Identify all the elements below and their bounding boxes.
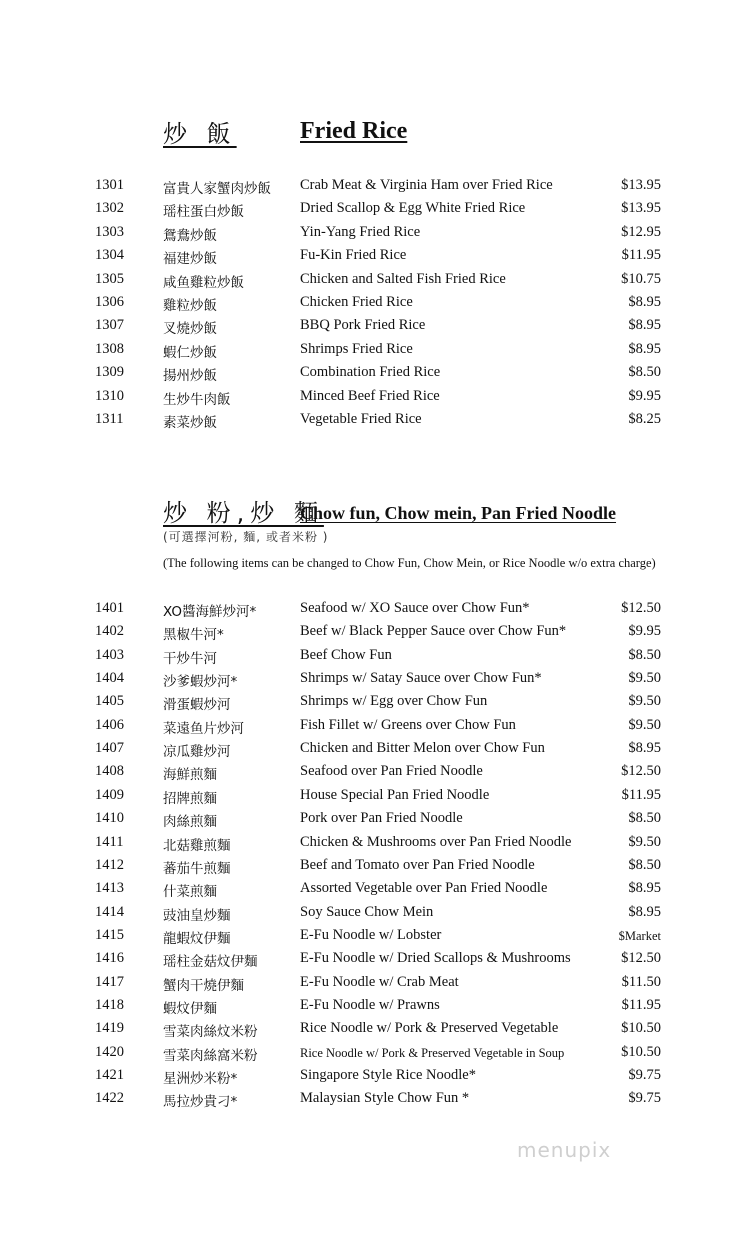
item-price: $8.50 — [628, 646, 661, 663]
item-code: 1418 — [95, 996, 124, 1013]
item-price: $8.95 — [628, 294, 661, 310]
item-chinese-name: 蝦炆伊麵 — [163, 1000, 217, 1017]
item-code: 1407 — [95, 740, 124, 757]
item-english-name: E-Fu Noodle w/ Crab Meat — [300, 973, 459, 990]
item-chinese-name: 蝦仁炒飯 — [163, 344, 217, 361]
fried-rice-en-title: Fried Rice — [300, 118, 408, 144]
item-code: 1306 — [95, 294, 124, 310]
item-english-name: Pork over Pan Fried Noodle — [300, 810, 463, 827]
item-chinese-name: 凉瓜雞炒河 — [163, 744, 231, 761]
item-price: $9.75 — [628, 1067, 661, 1083]
item-english-name: Rice Noodle w/ Pork & Preserved Vegetable — [300, 1020, 559, 1037]
fried-rice-header — [163, 114, 237, 149]
item-chinese-name: 滑蛋蝦炒河 — [163, 697, 231, 714]
item-code: 1415 — [95, 926, 124, 943]
item-price: $12.95 — [621, 223, 661, 240]
item-english-name: Vegetable Fried Rice — [300, 411, 422, 427]
menu-item-row — [0, 317, 750, 340]
chow-fun-en-title: Chow fun, Chow mein, Pan Fried Noodle — [300, 503, 617, 523]
item-english-name: Assorted Vegetable over Pan Fried Noodle — [300, 880, 548, 897]
menu-item-row — [0, 200, 750, 223]
item-price: $10.50 — [621, 1043, 661, 1060]
item-chinese-name: 蕃茄牛煎麵 — [163, 860, 231, 877]
item-english-name: Fu-Kin Fried Rice — [300, 247, 407, 264]
chow-fun-note-zh: (可選擇河粉, 麵, 或者米粉 ) — [163, 530, 329, 544]
item-code: 1412 — [95, 856, 124, 873]
item-code: 1410 — [95, 810, 124, 827]
item-code: 1308 — [95, 340, 124, 357]
item-english-name: BBQ Pork Fried Rice — [300, 317, 426, 334]
item-chinese-name: 瑶柱金菇炆伊麵 — [163, 954, 258, 971]
menu-item-row — [0, 600, 750, 623]
fried-rice-zh-title: 炒 飯 — [163, 120, 237, 148]
menu-item-row — [0, 294, 750, 317]
item-english-name: Minced Beef Fried Rice — [300, 387, 440, 404]
item-chinese-name: 海鮮煎麵 — [163, 767, 217, 784]
item-price: $8.95 — [628, 317, 661, 334]
item-english-name: Dried Scallop & Egg White Fried Rice — [300, 200, 526, 217]
menu-item-row — [0, 880, 750, 903]
item-price: $8.95 — [628, 340, 661, 357]
item-english-name: E-Fu Noodle w/ Dried Scallops & Mushrooms — [300, 950, 571, 967]
item-price: $10.75 — [621, 270, 661, 287]
item-code: 1406 — [95, 716, 124, 733]
item-chinese-name: 雪菜肉絲窩米粉 — [163, 1047, 258, 1064]
item-english-name: Chicken Fried Rice — [300, 294, 413, 310]
item-english-name: Yin-Yang Fried Rice — [300, 223, 421, 240]
item-chinese-name: 菜遠鱼片炒河 — [163, 720, 244, 737]
item-chinese-name: 黑椒牛河* — [163, 627, 224, 644]
menu-item-row — [0, 974, 750, 997]
item-code: 1404 — [95, 670, 124, 687]
item-english-name: Fish Fillet w/ Greens over Chow Fun — [300, 716, 516, 733]
item-english-name: Singapore Style Rice Noodle* — [300, 1067, 476, 1083]
item-english-name: House Special Pan Fried Noodle — [300, 786, 490, 803]
menu-item-row — [0, 670, 750, 693]
item-chinese-name: 豉油皇炒麵 — [163, 907, 231, 924]
item-english-name: E-Fu Noodle w/ Prawns — [300, 996, 440, 1013]
menu-item-row — [0, 950, 750, 973]
item-english-name: Combination Fried Rice — [300, 364, 441, 381]
menu-item-row — [0, 857, 750, 880]
item-code: 1414 — [95, 903, 124, 920]
item-chinese-name: 龍蝦炆伊麵 — [163, 930, 231, 947]
item-english-name: Seafood over Pan Fried Noodle — [300, 763, 483, 780]
item-english-name: Chicken & Mushrooms over Pan Fried Noodle — [300, 833, 572, 850]
item-price: $11.95 — [621, 786, 661, 803]
item-price: $11.95 — [621, 996, 661, 1013]
item-code: 1411 — [95, 833, 124, 850]
item-chinese-name: 素菜炒飯 — [163, 415, 217, 431]
item-code: 1401 — [95, 600, 124, 616]
menu-item-row — [0, 1067, 750, 1090]
menu-item-row — [0, 341, 750, 364]
menu-item-row — [0, 647, 750, 670]
item-price: $8.50 — [628, 856, 661, 873]
item-english-name: Rice Noodle w/ Pork & Preserved Vegetable in Soup — [300, 1045, 565, 1060]
item-chinese-name: 瑶柱蛋白炒飯 — [163, 204, 244, 221]
item-price: $9.75 — [628, 1090, 661, 1107]
item-english-name: Beef and Tomato over Pan Fried Noodle — [300, 856, 535, 873]
menu-item-row — [0, 1090, 750, 1113]
item-price: $9.50 — [628, 716, 661, 733]
item-price: $9.50 — [628, 833, 661, 850]
item-english-name: Malaysian Style Chow Fun * — [300, 1090, 470, 1107]
menu-item-row — [0, 810, 750, 833]
item-chinese-name: 咸鱼雞粒炒飯 — [163, 274, 244, 291]
item-code: 1417 — [95, 973, 124, 990]
item-code: 1421 — [95, 1067, 124, 1083]
item-price: $10.50 — [621, 1020, 661, 1037]
item-chinese-name: 什菜煎麵 — [163, 884, 217, 901]
item-chinese-name: 雪菜肉絲炆米粉 — [163, 1024, 258, 1041]
item-price: $11.95 — [621, 247, 661, 264]
menu-item-row — [0, 271, 750, 294]
menu-item-row — [0, 1020, 750, 1043]
item-code: 1422 — [95, 1090, 124, 1107]
menu-item-row — [0, 623, 750, 646]
menu-item-row — [0, 388, 750, 411]
item-code: 1305 — [95, 270, 124, 287]
item-price: $13.95 — [621, 200, 661, 217]
item-english-name: Crab Meat & Virginia Ham over Fried Rice — [300, 177, 553, 193]
item-code: 1405 — [95, 693, 124, 710]
item-price: $8.50 — [628, 810, 661, 827]
item-chinese-name: 叉燒炒飯 — [163, 321, 217, 338]
item-code: 1309 — [95, 364, 124, 381]
menu-item-row — [0, 717, 750, 740]
item-code: 1420 — [95, 1043, 124, 1060]
item-code: 1402 — [95, 623, 124, 640]
item-price: $9.95 — [628, 623, 661, 640]
menu-item-row — [0, 411, 750, 434]
menu-item-row — [0, 763, 750, 786]
item-chinese-name: 福建炒飯 — [163, 251, 217, 268]
item-price: $12.50 — [621, 950, 661, 967]
item-price: $12.50 — [621, 763, 661, 780]
item-chinese-name: 雞粒炒飯 — [163, 298, 217, 314]
item-english-name: Soy Sauce Chow Mein — [300, 903, 434, 920]
menu-item-row — [0, 364, 750, 387]
item-english-name: Seafood w/ XO Sauce over Chow Fun* — [300, 600, 530, 616]
item-chinese-name: 鴛鴦炒飯 — [163, 227, 217, 244]
item-english-name: Shrimps w/ Satay Sauce over Chow Fun* — [300, 670, 542, 687]
item-chinese-name: 北菇雞煎麵 — [163, 837, 231, 854]
menu-item-row — [0, 224, 750, 247]
item-price: $12.50 — [621, 600, 661, 616]
menu-item-row — [0, 693, 750, 716]
chow-fun-zh-title: 炒 粉,炒 麵 — [163, 499, 324, 527]
menu-item-row — [0, 997, 750, 1020]
item-chinese-name: 揚州炒飯 — [163, 368, 217, 385]
menu-item-row — [0, 834, 750, 857]
item-english-name: Beef Chow Fun — [300, 646, 392, 663]
menu-item-row — [0, 740, 750, 763]
menu-item-row — [0, 177, 750, 200]
item-price: $9.50 — [628, 670, 661, 687]
item-chinese-name: 蟹肉干燒伊麵 — [163, 977, 244, 994]
item-price: $Market — [618, 928, 661, 943]
item-chinese-name: 干炒牛河 — [163, 650, 217, 667]
menu-item-row — [0, 904, 750, 927]
item-price: $13.95 — [621, 177, 661, 193]
item-english-name: E-Fu Noodle w/ Lobster — [300, 926, 442, 943]
item-price: $8.50 — [628, 364, 661, 381]
item-code: 1403 — [95, 646, 124, 663]
item-price: $9.50 — [628, 693, 661, 710]
item-code: 1416 — [95, 950, 124, 967]
menu-item-row — [0, 247, 750, 270]
chow-fun-note-en: (The following items can be changed to Chow Fun, Chow Mein, or Rice Noodle w/o extra charge) — [163, 556, 656, 570]
item-price: $11.50 — [621, 973, 661, 990]
item-english-name: Beef w/ Black Pepper Sauce over Chow Fun* — [300, 623, 567, 640]
item-chinese-name: 肉絲煎麵 — [163, 814, 217, 831]
item-code: 1419 — [95, 1020, 124, 1037]
item-chinese-name: XO醬海鮮炒河* — [163, 604, 257, 620]
item-code: 1304 — [95, 247, 124, 264]
item-english-name: Chicken and Bitter Melon over Chow Fun — [300, 740, 545, 757]
item-code: 1310 — [95, 387, 124, 404]
menu-item-row — [0, 927, 750, 950]
item-code: 1302 — [95, 200, 124, 217]
item-english-name: Chicken and Salted Fish Fried Rice — [300, 270, 506, 287]
item-chinese-name: 招牌煎麵 — [163, 790, 217, 807]
item-price: $8.95 — [628, 740, 661, 757]
item-chinese-name: 生炒牛肉飯 — [163, 391, 231, 408]
item-price: $8.95 — [628, 903, 661, 920]
item-price: $8.95 — [628, 880, 661, 897]
item-chinese-name: 富貴人家蟹肉炒飯 — [163, 181, 271, 197]
item-chinese-name: 星洲炒米粉* — [163, 1071, 238, 1087]
item-code: 1311 — [95, 411, 124, 427]
menu-item-row — [0, 1044, 750, 1067]
item-price: $8.25 — [628, 411, 661, 427]
item-code: 1408 — [95, 763, 124, 780]
item-chinese-name: 沙爹蝦炒河* — [163, 674, 238, 691]
item-code: 1301 — [95, 177, 124, 193]
menu-item-row — [0, 787, 750, 810]
item-price: $9.95 — [628, 387, 661, 404]
item-english-name: Shrimps Fried Rice — [300, 340, 413, 357]
item-code: 1413 — [95, 880, 124, 897]
item-code: 1303 — [95, 223, 124, 240]
item-code: 1409 — [95, 786, 124, 803]
item-chinese-name: 馬拉炒貴刁* — [163, 1094, 238, 1111]
item-code: 1307 — [95, 317, 124, 334]
item-english-name: Shrimps w/ Egg over Chow Fun — [300, 693, 488, 710]
menupix-watermark: menupix — [517, 1138, 612, 1162]
